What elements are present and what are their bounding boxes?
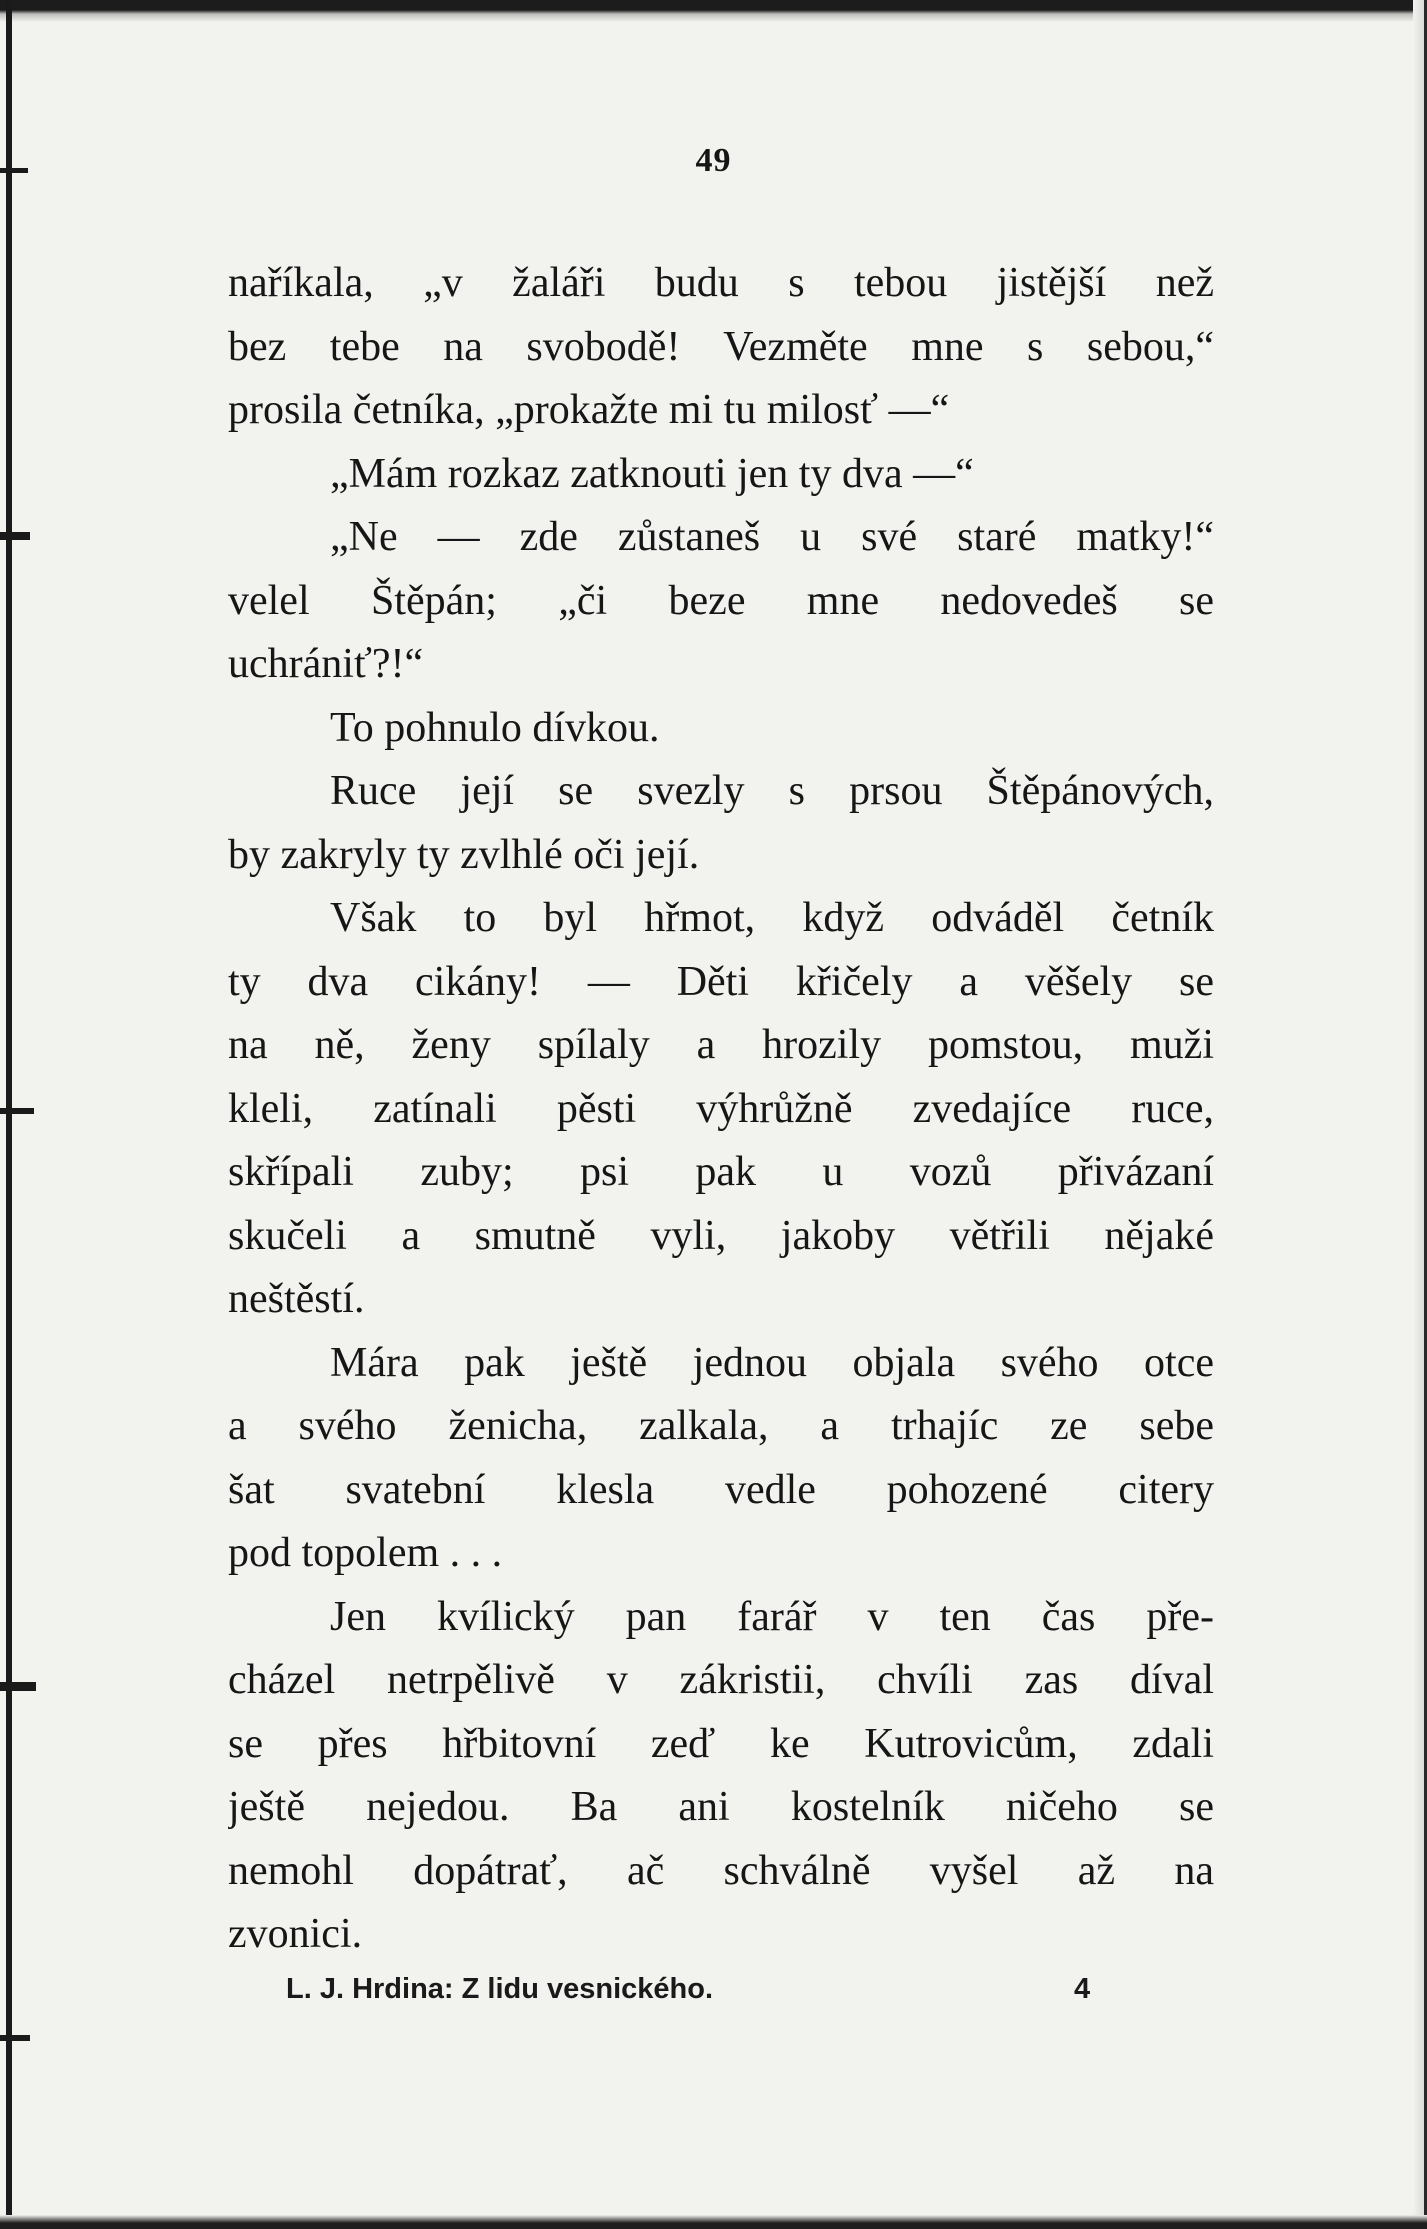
text-line: prosila četníka, „prokažte mi tu milosť —“ <box>228 387 950 433</box>
text-line: ty dva cikány! — Děti křičely a věšely se <box>228 958 1214 1005</box>
text-line: by zakryly ty zvlhlé oči její. <box>228 831 700 878</box>
body-text <box>228 252 1214 1967</box>
text-line: velel Štěpán; „či beze mne nedovedeš se <box>228 577 1214 624</box>
footer-source: L. J. Hrdina: Z lidu vesnického. <box>286 1973 714 2005</box>
text-line: To pohnulo dívkou. <box>330 704 660 751</box>
paragraph <box>228 1586 1214 1967</box>
text-line: pod topolem . . . <box>228 1530 503 1576</box>
text-line: nemohl dopátrať, ač schválně vyšel až na <box>228 1847 1214 1894</box>
text-line: Jen kvílický pan farář v ten čas pře- <box>330 1593 1214 1640</box>
text-line: skřípali zuby; psi pak u vozů přivázaní <box>228 1149 1214 1195</box>
text-line: „Ne — zde zůstaneš u své staré matky!“ <box>330 514 1214 560</box>
footer-signature-mark: 4 <box>1074 1973 1091 2005</box>
scan-edge-bottom <box>0 2215 1427 2229</box>
scan-edge-top <box>0 0 1427 22</box>
text-line: Ruce její se svezly s prsou Štěpánových, <box>330 768 1214 814</box>
text-line: kleli, zatínali pěsti výhrůžně zvedajíce ruce, <box>228 1085 1214 1132</box>
text-line: a svého ženicha, zalkala, a trhajíc ze sebe <box>228 1403 1214 1449</box>
paragraph <box>228 1332 1214 1586</box>
text-line: šat svatební klesla vedle pohozené citery <box>228 1466 1214 1513</box>
text-line: skučeli a smutně vyli, jakoby větřili nějaké <box>228 1212 1214 1259</box>
paragraph <box>228 697 1214 761</box>
paragraph <box>228 443 1214 507</box>
page-number: 49 <box>695 142 732 179</box>
text-line: naříkala, „v žaláři budu s tebou jistější než <box>228 260 1214 306</box>
text-line: zvonici. <box>228 1911 363 1957</box>
text-line: Mára pak ještě jednou objala svého otce <box>330 1339 1214 1386</box>
text-line: ještě nejedou. Ba ani kostelník ničeho se <box>228 1784 1214 1830</box>
paragraph <box>228 252 1214 443</box>
scan-edge-right <box>1413 0 1427 2229</box>
text-line: „Mám rozkaz zatknouti jen ty dva —“ <box>330 450 974 497</box>
text-line: cházel netrpělivě v zákristii, chvíli zas díval <box>228 1657 1214 1703</box>
text-line: se přes hřbitovní zeď ke Kutrovicům, zdali <box>228 1720 1214 1767</box>
paragraph <box>228 887 1214 1332</box>
text-line: na ně, ženy spílaly a hrozily pomstou, muži <box>228 1022 1214 1068</box>
text-line: uchrániť?!“ <box>228 641 424 687</box>
scan-edge-marks <box>0 0 40 2229</box>
paragraph <box>228 760 1214 887</box>
paragraph <box>228 506 1214 697</box>
text-line: neštěstí. <box>228 1276 365 1322</box>
text-line: Však to byl hřmot, když odváděl četník <box>330 895 1214 941</box>
text-line: bez tebe na svobodě! Vezměte mne s sebou,“ <box>228 323 1214 370</box>
